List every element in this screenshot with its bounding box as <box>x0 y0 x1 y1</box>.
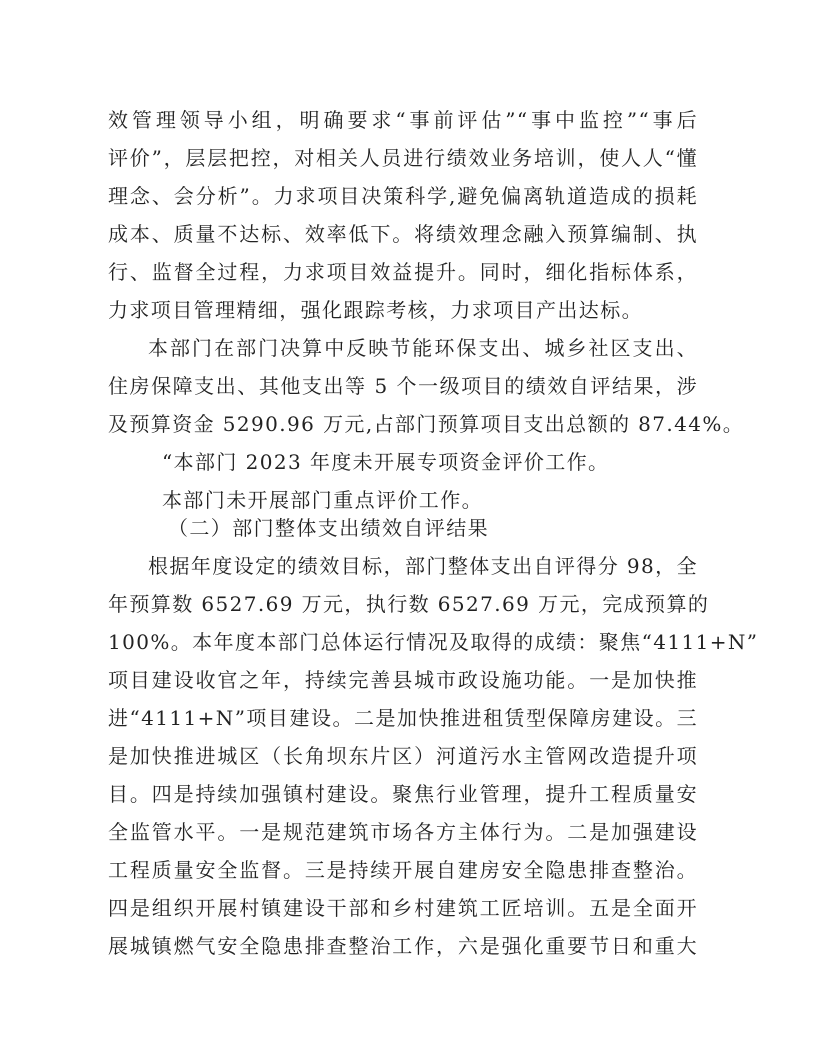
section-heading: （二）部门整体支出绩效自评结果 <box>168 516 489 540</box>
paragraph-line: 行、监督全过程，力求项目效益提升。同时，细化指标体系， <box>108 260 698 284</box>
paragraph-line: 理念、会分析”。力求项目决策科学,避免偏离轨道造成的损耗 <box>108 184 698 208</box>
paragraph-line: 四是组织开展村镇建设干部和乡村建筑工匠培训。五是全面开 <box>108 896 698 920</box>
paragraph-line: 全监管水平。一是规范建筑市场各方主体行为。二是加强建设 <box>108 820 698 844</box>
paragraph-line: 项目建设收官之年，持续完善县城市政设施功能。一是加快推 <box>108 668 698 692</box>
paragraph-line: 根据年度设定的绩效目标，部门整体支出自评得分 98，全 <box>148 554 698 578</box>
paragraph-line: 本部门在部门决算中反映节能环保支出、城乡社区支出、 <box>148 336 698 360</box>
paragraph-line: “本部门 2023 年度未开展专项资金评价工作。 <box>162 450 610 474</box>
paragraph-line: 目。四是持续加强镇村建设。聚焦行业管理，提升工程质量安 <box>108 782 698 806</box>
paragraph-line: 及预算资金 5290.96 万元,占部门预算项目支出总额的 87.44%。 <box>108 412 745 436</box>
paragraph-line: 是加快推进城区（长角坝东片区）河道污水主管网改造提升项 <box>108 744 698 768</box>
paragraph-line: 展城镇燃气安全隐患排查整治工作，六是强化重要节日和重大 <box>108 934 698 958</box>
paragraph-line: 效管理领导小组，明确要求“事前评估”“事中监控”“事后 <box>108 108 698 132</box>
paragraph-line: 年预算数 6527.69 万元，执行数 6527.69 万元，完成预算的 <box>108 592 710 616</box>
paragraph-line: 工程质量安全监督。三是持续开展自建房安全隐患排查整治。 <box>108 858 698 882</box>
paragraph-line: 进“4111+N”项目建设。二是加快推进租赁型保障房建设。三 <box>108 706 698 730</box>
paragraph-line: 100%。本年度本部门总体运行情况及取得的成绩：聚焦“4111+N” <box>108 630 759 654</box>
paragraph-line: 成本、质量不达标、效率低下。将绩效理念融入预算编制、执 <box>108 222 698 246</box>
paragraph-line: 住房保障支出、其他支出等 5 个一级项目的绩效自评结果，涉 <box>108 374 698 398</box>
paragraph-line: 力求项目管理精细，强化跟踪考核，力求项目产出达标。 <box>108 298 643 322</box>
paragraph-line: 本部门未开展部门重点评价工作。 <box>162 488 483 512</box>
paragraph-line: 评价”，层层把控，对相关人员进行绩效业务培训，使人人“懂 <box>108 146 698 170</box>
